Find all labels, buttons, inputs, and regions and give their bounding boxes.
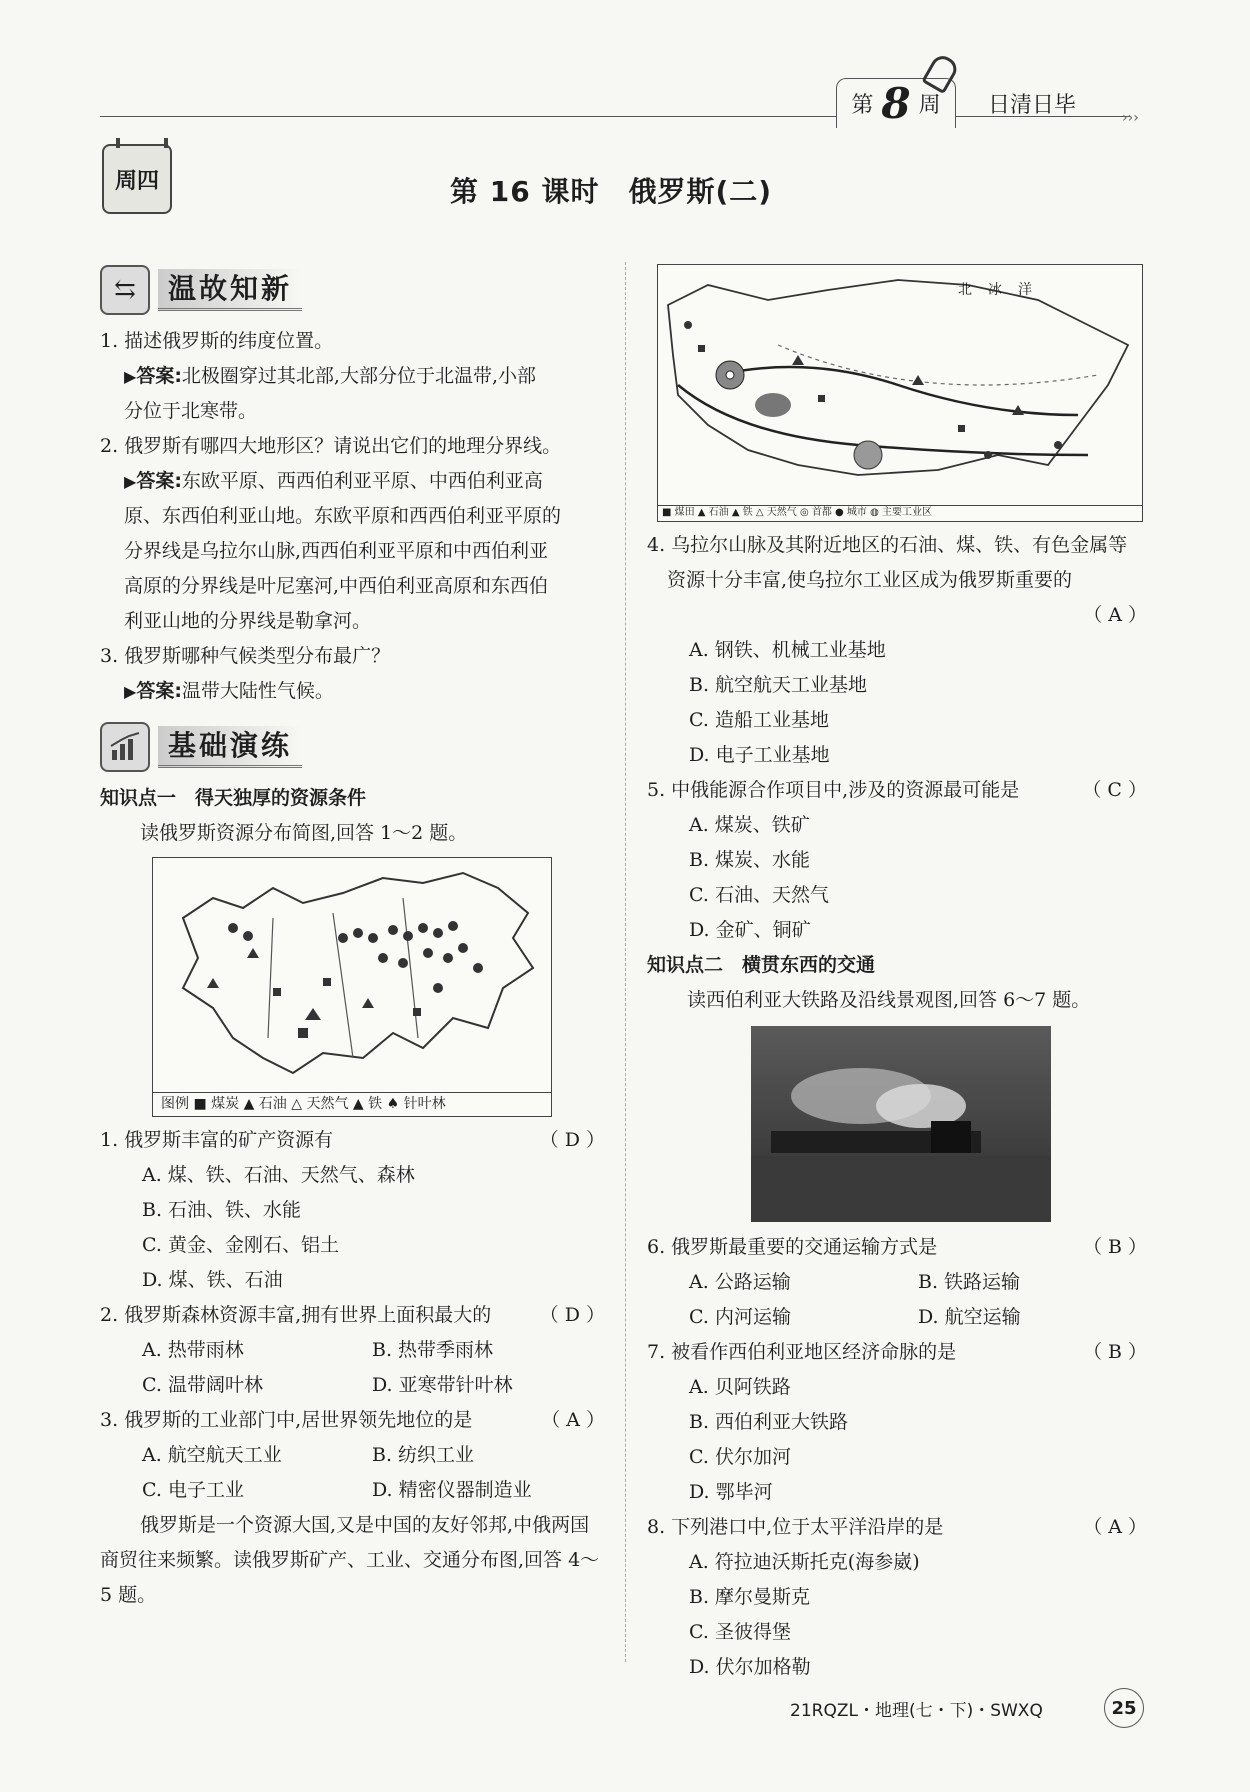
option: D. 金矿、铜矿: [689, 919, 811, 941]
option: C. 石油、天然气: [689, 884, 829, 906]
ocean-label: 北冰洋: [958, 282, 1048, 298]
option: D. 电子工业基地: [689, 744, 830, 766]
russia-outline: [153, 858, 551, 1092]
question-4: [647, 528, 1147, 633]
left-right-arrows-icon: ⇆: [100, 265, 150, 315]
answer-bracket: （ D ）: [539, 1304, 605, 1326]
option: A. 公路运输: [689, 1271, 791, 1293]
option-row: [100, 1438, 605, 1473]
answer: ▶答案:温带大陆性气候。: [124, 680, 334, 702]
arrow-icon: ▶: [124, 472, 137, 491]
option: B. 热带季雨林: [372, 1339, 494, 1361]
answer-continued: 原、东西伯利亚山地。东欧平原和西西伯利亚平原的: [124, 505, 562, 527]
week-prefix: 第: [851, 93, 874, 118]
question-stem: 3. 俄罗斯的工业部门中,居世界领先地位的是: [100, 1409, 473, 1431]
double-chevron-icon: ›››: [1122, 110, 1139, 126]
day-tag: 周四: [102, 144, 172, 214]
review-q1: [100, 324, 605, 429]
answer-continued: 分位于北寒带。: [124, 400, 258, 422]
question-stem: 6. 俄罗斯最重要的交通运输方式是: [647, 1236, 938, 1258]
kp1-intro: 读俄罗斯资源分布简图,回答 1～2 题。: [140, 822, 468, 844]
review-section-title: 温故知新: [158, 269, 302, 311]
option: A. 钢铁、机械工业基地: [689, 639, 886, 661]
answer-bracket: （ A ）: [1083, 1516, 1147, 1538]
option: A. 航空航天工业: [142, 1444, 282, 1466]
option-row: [100, 1368, 605, 1403]
review-q2: [100, 429, 605, 639]
question-stem: 4. 乌拉尔山脉及其附近地区的石油、煤、铁、有色金属等: [647, 534, 1128, 556]
option: A. 热带雨林: [142, 1339, 244, 1361]
map1-legend: 图例 ■ 煤炭 ▲ 石油 △ 天然气 ▲ 铁 ♠ 针叶林: [153, 1092, 551, 1116]
question-stem: 1. 俄罗斯丰富的矿产资源有: [100, 1129, 334, 1151]
passage: 俄罗斯是一个资源大国,又是中国的友好邻邦,中俄两国商贸往来频繁。读俄罗斯矿产、工业、交通分布图,回答 4～5 题。: [100, 1514, 600, 1606]
russia-industry-transport-map: [657, 264, 1143, 522]
question-8: [647, 1510, 1147, 1545]
question-6: [647, 1230, 1147, 1265]
option: C. 伏尔加河: [689, 1446, 791, 1468]
option: C. 内河运输: [689, 1306, 791, 1328]
option: A. 煤炭、铁矿: [689, 814, 810, 836]
answer-continued: 分界线是乌拉尔山脉,西西伯利亚平原和中西伯利亚: [124, 540, 549, 562]
question-7: [647, 1335, 1147, 1370]
option: B. 摩尔曼斯克: [689, 1586, 811, 1608]
arrow-icon: ▶: [124, 367, 137, 386]
left-column: [100, 262, 605, 1613]
option: D. 精密仪器制造业: [372, 1479, 532, 1501]
right-column: [647, 528, 1147, 1685]
question-3: [100, 1403, 605, 1438]
siberian-railway-photo: [751, 1026, 1051, 1222]
bar-chart-icon: [100, 722, 150, 772]
option: A. 煤、铁、石油、天然气、森林: [142, 1164, 415, 1186]
basic-section-header: [100, 719, 605, 775]
option: C. 圣彼得堡: [689, 1621, 791, 1643]
question-stem: 2. 俄罗斯有哪四大地形区？请说出它们的地理分界线。: [100, 435, 562, 457]
week-number: 8: [881, 79, 911, 128]
option: D. 航空运输: [918, 1306, 1021, 1328]
answer-bracket: （ D ）: [539, 1129, 605, 1151]
option-row: [647, 1300, 1147, 1335]
question-stem: 1. 描述俄罗斯的纬度位置。: [100, 330, 334, 352]
question-1: [100, 1123, 605, 1158]
answer-continued: 利亚山地的分界线是勒拿河。: [124, 610, 372, 632]
map2-drawing: [658, 265, 1142, 505]
option: D. 伏尔加格勒: [689, 1656, 811, 1678]
option: A. 符拉迪沃斯托克(海参崴): [689, 1551, 920, 1573]
answer: ▶答案:东欧平原、西西伯利亚平原、中西伯利亚高: [124, 470, 543, 492]
option: B. 石油、铁、水能: [142, 1199, 302, 1221]
option: C. 电子工业: [142, 1479, 244, 1501]
option: C. 造船工业基地: [689, 709, 829, 731]
option: B. 航空航天工业基地: [689, 674, 868, 696]
question-2: [100, 1298, 605, 1333]
question-stem: 8. 下列港口中,位于太平洋沿岸的是: [647, 1516, 944, 1538]
question-stem: 3. 俄罗斯哪种气候类型分布最广？: [100, 645, 391, 667]
question-stem: 5. 中俄能源合作项目中,涉及的资源最可能是: [647, 779, 1020, 801]
option: C. 温带阔叶林: [142, 1374, 263, 1396]
option: C. 黄金、金刚石、铝土: [142, 1234, 339, 1256]
russia-resource-map: [152, 857, 552, 1117]
basic-section-title: 基础演练: [158, 726, 302, 768]
answer-bracket: （ B ）: [1082, 1236, 1147, 1258]
question-stem: 2. 俄罗斯森林资源丰富,拥有世界上面积最大的: [100, 1304, 492, 1326]
series-title: 日清日毕: [988, 93, 1077, 118]
kp2-intro: 读西伯利亚大铁路及沿线景观图,回答 6～7 题。: [687, 989, 1091, 1011]
option: B. 铁路运输: [918, 1271, 1021, 1293]
option: D. 煤、铁、石油: [142, 1269, 283, 1291]
option: D. 鄂毕河: [689, 1481, 773, 1503]
knowledge-point-1: 知识点一 得天独厚的资源条件: [100, 787, 367, 809]
column-divider: [625, 262, 626, 1662]
knowledge-point-2: 知识点二 横贯东西的交通: [647, 954, 876, 976]
option-row: [100, 1333, 605, 1368]
answer: ▶答案:北极圈穿过其北部,大部分位于北温带,小部: [124, 365, 537, 387]
option: A. 贝阿铁路: [689, 1376, 791, 1398]
option: D. 亚寒带针叶林: [372, 1374, 513, 1396]
answer-bracket: （ A ）: [541, 1409, 605, 1431]
question-5: [647, 773, 1147, 808]
option: B. 煤炭、水能: [689, 849, 811, 871]
arrow-icon: ▶: [124, 682, 137, 701]
answer-bracket: （ C ）: [1082, 779, 1147, 801]
footer-code: 21RQZL・地理(七・下)・SWXQ: [790, 1701, 1043, 1721]
option-row: [100, 1473, 605, 1508]
answer-bracket: （ A ）: [1083, 604, 1147, 626]
option-row: [647, 1265, 1147, 1300]
map2-legend: ■ 煤田 ▲ 石油 ▲ 铁 △ 天然气 ◎ 首都 ● 城市 ◍ 主要工业区: [658, 505, 1142, 521]
question-stem-continued: 资源十分丰富,使乌拉尔工业区成为俄罗斯重要的: [667, 569, 1073, 591]
header-rule: [100, 116, 1130, 117]
week-suffix: 周: [918, 93, 941, 118]
lesson-title: 第 16 课时 俄罗斯(二): [450, 175, 773, 208]
review-section-header: [100, 262, 605, 318]
answer-continued: 高原的分界线是叶尼塞河,中西伯利亚高原和东西伯: [124, 575, 549, 597]
question-stem: 7. 被看作西伯利亚地区经济命脉的是: [647, 1341, 957, 1363]
review-q3: [100, 639, 605, 709]
option: B. 纺织工业: [372, 1444, 475, 1466]
option: B. 西伯利亚大铁路: [689, 1411, 849, 1433]
answer-bracket: （ B ）: [1082, 1341, 1147, 1363]
page-number: 25: [1104, 1688, 1144, 1728]
